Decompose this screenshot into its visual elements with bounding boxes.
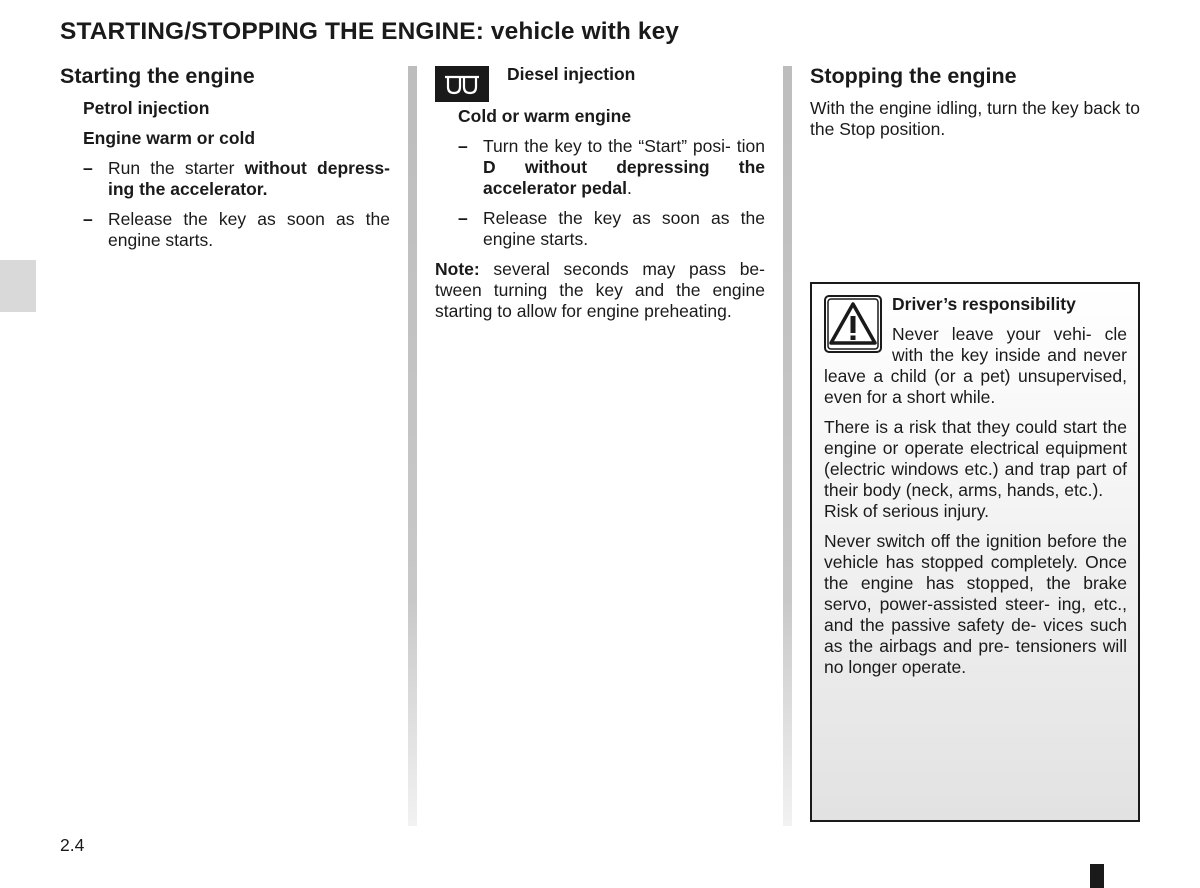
column-divider <box>783 66 792 826</box>
section-heading: Stopping the engine <box>810 64 1017 88</box>
instruction-item <box>60 158 390 200</box>
bullet-dash: – <box>83 209 93 229</box>
stopping-instruction: With the engine idling, turn the key back to the Stop position. <box>810 98 1140 139</box>
instruction-item <box>435 208 765 250</box>
diesel-injection-title: Diesel injection <box>507 64 636 84</box>
subheading-engine-state: Engine warm or cold <box>83 128 256 148</box>
warning-box <box>810 282 1140 822</box>
column-divider <box>408 66 417 826</box>
instruction-text: Turn the key to the “Start” posi- tion <box>483 136 765 156</box>
warning-text: Risk of serious injury. <box>824 501 990 521</box>
instruction-item <box>435 136 765 199</box>
chapter-tab-marker <box>0 260 36 312</box>
glow-plug-icon <box>435 66 489 102</box>
diesel-header <box>435 64 765 106</box>
subheading-petrol: Petrol injection <box>83 98 210 118</box>
warning-heading: Driver’s responsibility <box>892 294 1076 314</box>
warning-paragraph: Never leave your vehi- cle with the key inside and never leave a child (or a pet) unsupervised, even for a short while. <box>824 324 1127 407</box>
bullet-dash: – <box>458 208 468 228</box>
warning-text: There is a risk that they could start the engine or operate electrical equipment (electric windows etc.) and trap part of their body (neck, arms, hands, etc.). <box>824 417 1127 500</box>
note-paragraph <box>435 259 765 322</box>
instruction-text: Release the key as soon as the engine starts. <box>108 209 390 250</box>
warning-paragraph <box>824 417 1127 522</box>
section-heading: Starting the engine <box>60 64 255 88</box>
instruction-text: Release the key as soon as the engine starts. <box>483 208 765 249</box>
bullet-dash: – <box>458 136 468 156</box>
bullet-dash: – <box>83 158 93 178</box>
page-title: STARTING/STOPPING THE ENGINE: vehicle with key <box>60 18 680 45</box>
warning-paragraph: Never switch off the ignition before the vehicle has stopped completely. Once the engine has stopped, the brake servo, power-assisted steer- ing, etc., and the passive safety de- vices such as the airbags and pre- tensioners will no longer operate. <box>824 531 1127 677</box>
stopping-engine-column <box>810 60 1140 140</box>
page-corner-mark <box>1090 864 1104 888</box>
subheading-engine-state: Cold or warm engine <box>458 106 632 126</box>
instruction-text: . <box>626 178 632 198</box>
instruction-item <box>60 209 390 251</box>
page-number: 2.4 <box>60 835 85 855</box>
note-text: several seconds may pass be- tween turning the key and the engine starting to allow for engine preheating. <box>435 259 765 321</box>
warning-content <box>824 294 1127 687</box>
note-label: Note: <box>435 259 480 279</box>
warning-triangle-icon <box>824 295 882 353</box>
diesel-column <box>435 60 765 322</box>
starting-engine-column <box>60 60 390 260</box>
instruction-emphasis: without depress- ing the accelerator. <box>108 158 390 199</box>
instruction-text: Run the starter <box>108 158 245 178</box>
instruction-emphasis: D without depressing the accelerator pedal <box>483 157 765 198</box>
